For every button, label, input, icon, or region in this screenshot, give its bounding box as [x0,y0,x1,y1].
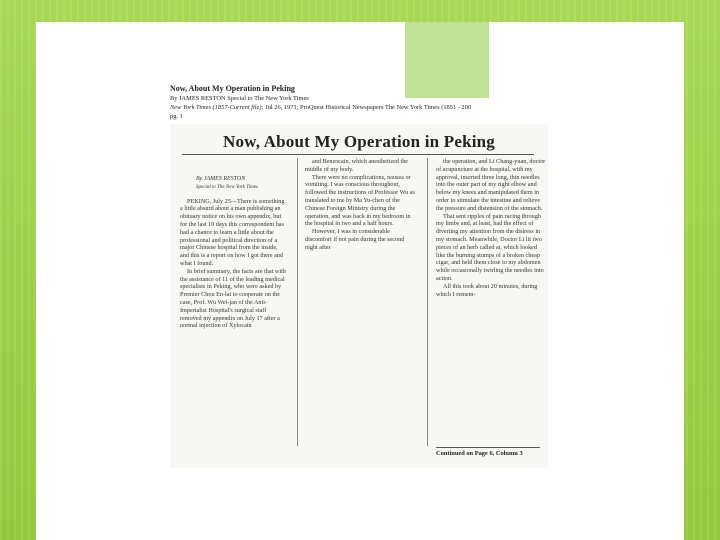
citation-source-details: Jul 26, 1971; ProQuest Historical Newspapers The New York Times (1851 - 200 [263,104,472,111]
article-column-3 [436,158,546,298]
continued-rule [436,447,540,448]
citation-byline: By JAMES RESTON Special to The New York Times [170,95,309,102]
citation-source [170,104,471,111]
citation-source-paper: New York Times (1857-Current file); [170,104,264,111]
article-byline: By JAMES RESTON [196,176,246,182]
citation-page: pg. 1 [170,113,183,120]
paragraph: All this took about 20 minutes, during which I remem- [436,282,538,298]
headline-rule [182,154,534,155]
paragraph: That sent ripples of pain racing through my limbs and, at least, had the effect of diverting my attention from the distress in my stomach. Meanwhile, Doctor Li lit two pieces of an herb called ai, which looked like the burning stumps of a broken cheap cigar, and held them close to my abdomen while occasionally twirling the needles into action. [436,212,544,282]
continued-note: Continued on Page 6, Column 3 [436,450,523,457]
article-column-1 [180,176,288,330]
proquest-page [166,80,596,478]
slide [36,22,684,540]
article-byline-sub: Special to The New York Times [196,184,258,190]
column-divider [297,158,298,446]
newspaper-clipping [170,124,548,468]
citation-title: Now, About My Operation in Peking [170,84,295,93]
paragraph: and Benzocain, which anesthetized the middle of my body. [305,158,409,173]
article-column-2 [305,158,417,252]
paragraph: In brief summary, the facts are that with the assistance of 11 of the leading medical specialists in Peking, who were asked by Premier Chou En-lai to cooperate on the case, Prof. Wu Wei-jan of the Anti-Imperialist Hospital's surgical staff removed my appendix on July 17 after a normal injection of Xylocain [180,267,286,330]
paragraph: the operation, and Li Chang-yuan, doctor of acupuncture at the hospital, with my approval, inserted three long, thin needles into the outer part of my right elbow and below my knees and manipulated them in order to stimulate the intestine and relieve the pressure and distension of the stomach. [436,158,546,212]
paragraph: There were no complications, nausea or vomiting. I was conscious throughout, followed the instructions of Professor Wu as translated to me by Ma Yu-chen of the Chinese Foreign Ministry during the operation, and was back in my bedroom in the hospital in two and a half hours. [305,173,415,228]
article-headline: Now, About My Operation in Peking [222,132,496,151]
paragraph: However, I was in considerable discomfort if not pain during the second night after [305,228,405,251]
column-divider [427,158,428,446]
paragraph: PEKING, July 25—There is something a little absurd about a man publishing an obituary notice on his own appendix, but for the last 10 days this correspondent has had a chance to learn a little about the professional and political direction of a major Chinese hospital from the inside, and this is a report on how I got there and what I found. [180,197,285,267]
